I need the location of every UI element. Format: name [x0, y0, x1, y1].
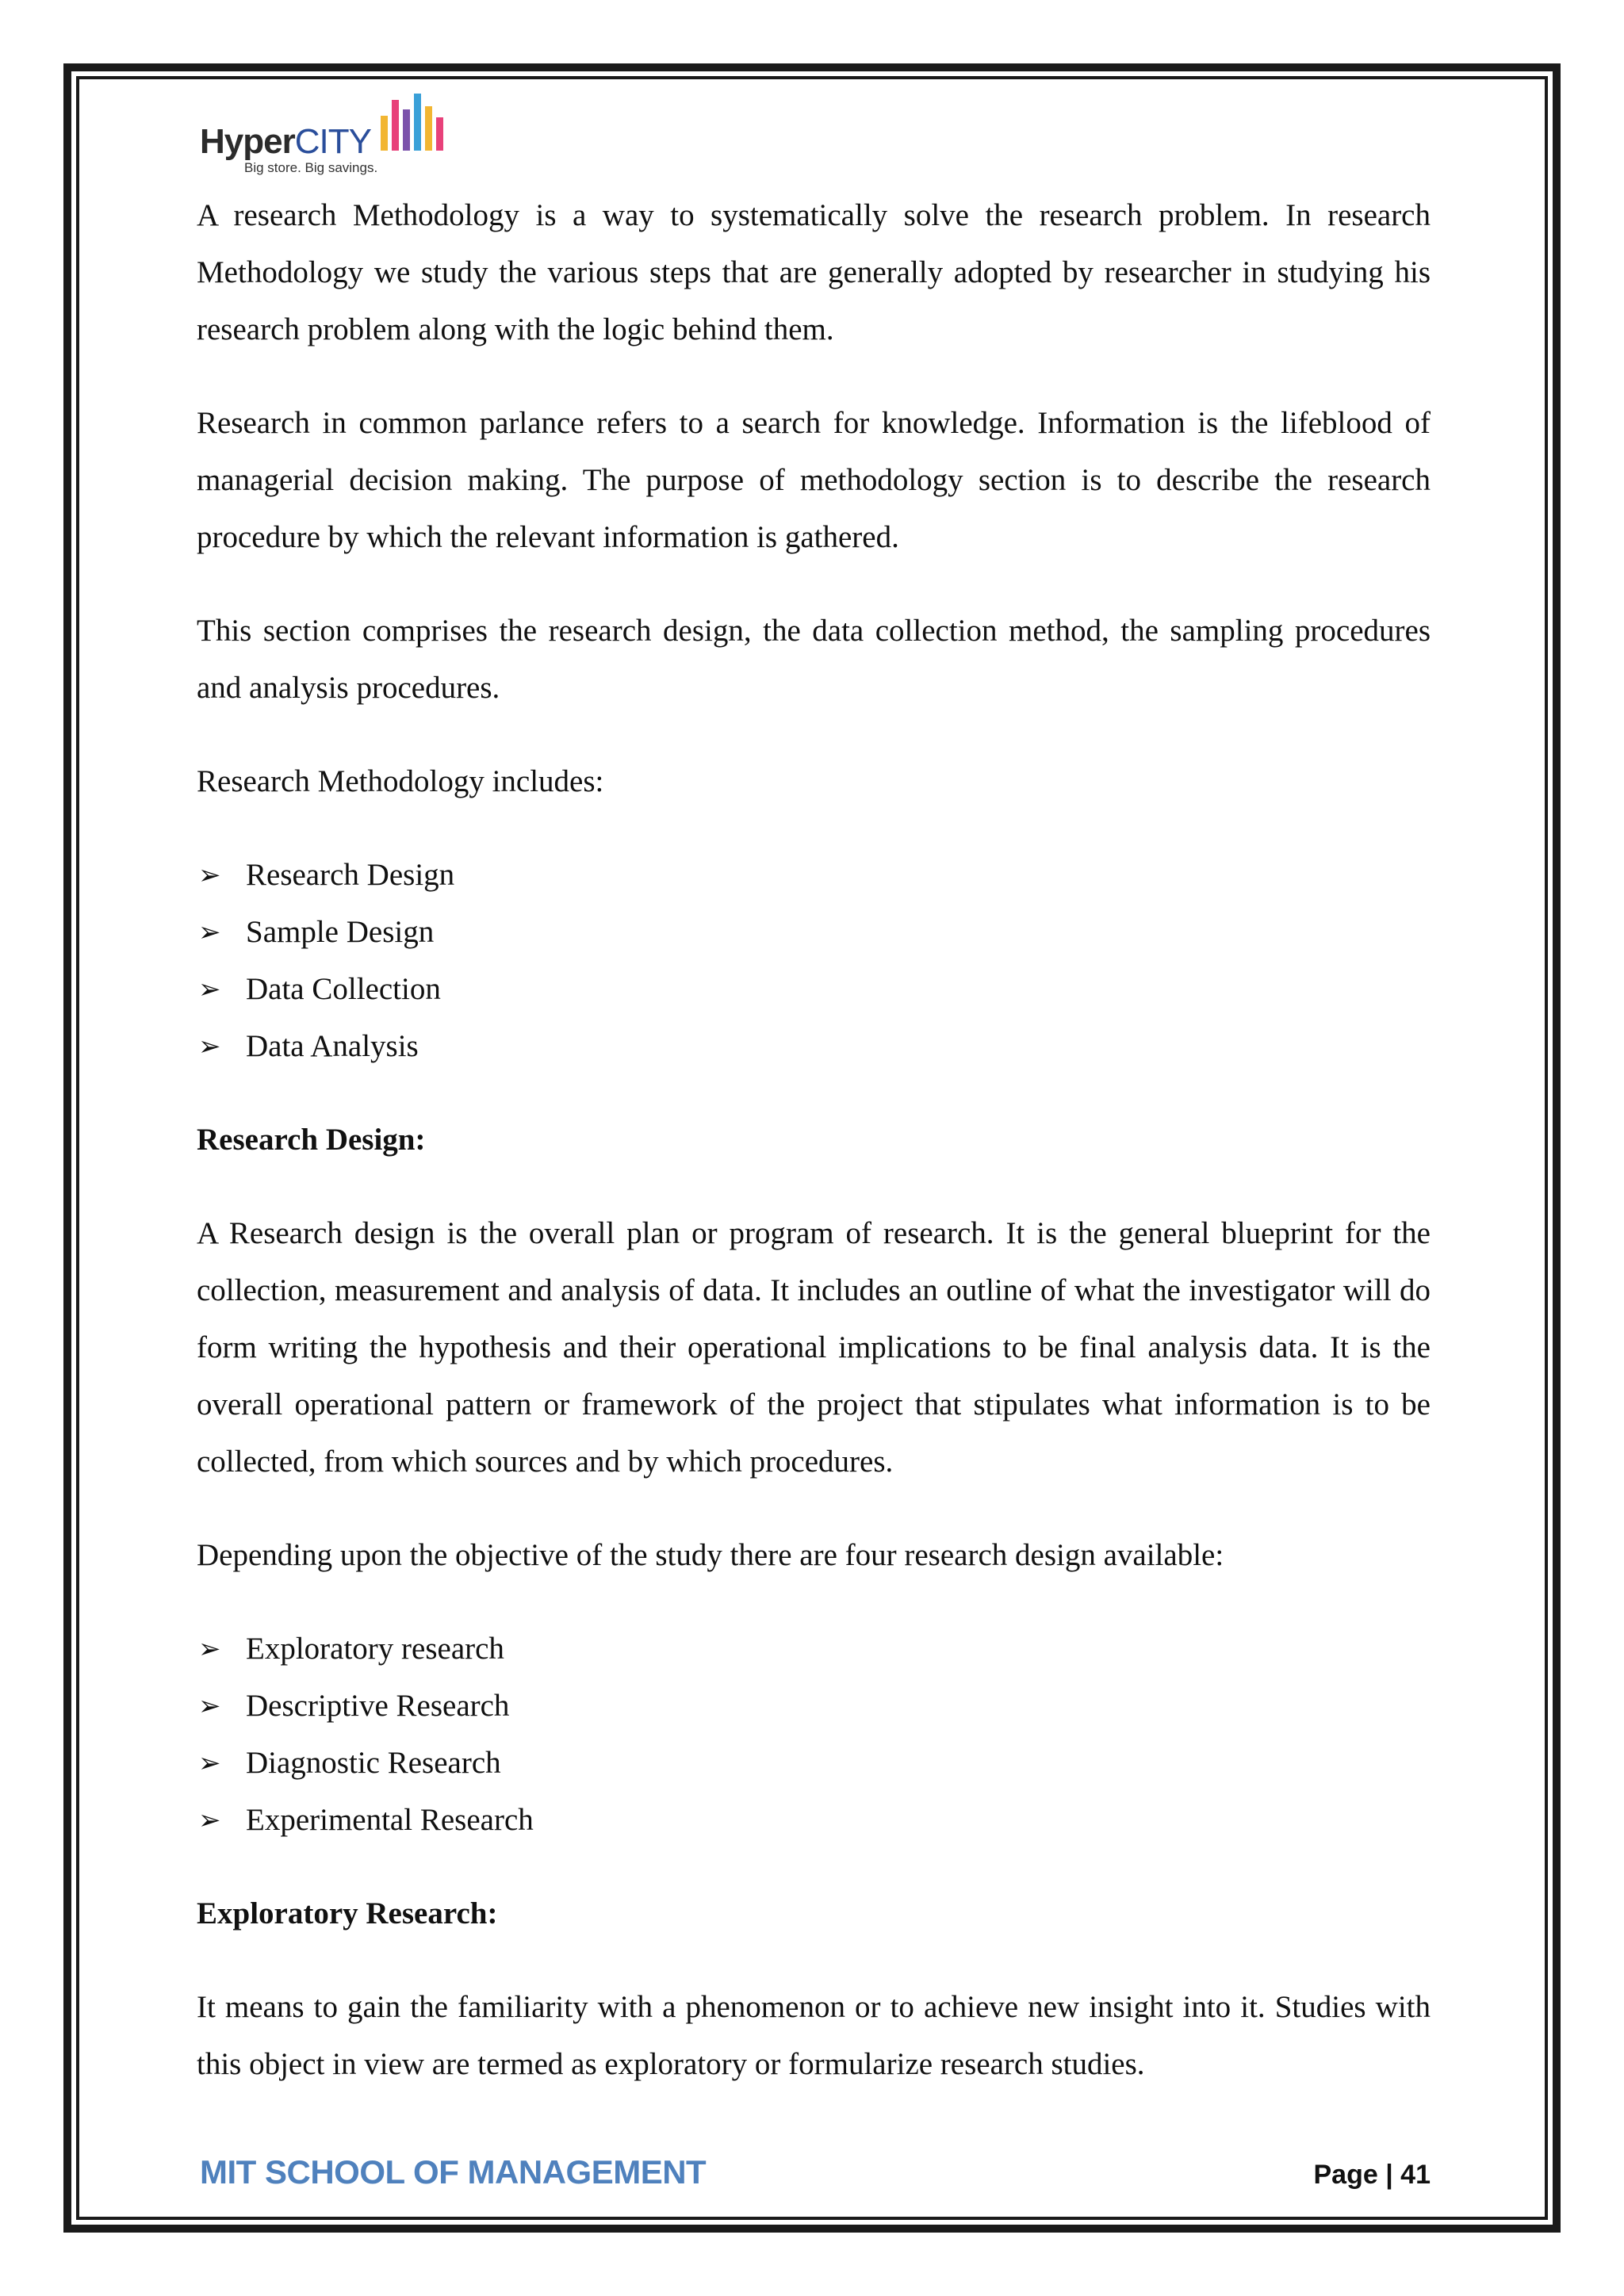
- heading-exploratory-research: Exploratory Research:: [197, 1896, 498, 1931]
- methodology-list: [197, 847, 1431, 1075]
- arrow-bullet-icon: ➢: [198, 859, 221, 891]
- logo-tagline: Big store. Big savings.: [244, 160, 378, 175]
- logo-bar: [425, 106, 432, 151]
- logo-bar: [403, 109, 410, 151]
- paragraph-parlance: Research in common parlance refers to a search for knowledge. Information is the lifeblood of managerial decision making. The purpose of methodology section is to describe the research procedure by which the relevant information is gathered.: [197, 406, 1431, 554]
- arrow-bullet-icon: ➢: [198, 1633, 221, 1665]
- logo-bar: [392, 100, 399, 151]
- paragraph-objective: Depending upon the objective of the study there are four research design available:: [197, 1538, 1224, 1572]
- logo-bar: [381, 116, 388, 151]
- footer-institution: MIT SCHOOL OF MANAGEMENT: [200, 2153, 707, 2191]
- logo-wordmark: HyperCITY: [200, 122, 371, 161]
- paragraph-intro: A research Methodology is a way to systematically solve the research problem. In research Methodology we study the various steps that are generally adopted by researcher in studying his research problem along with the logic behind them.: [197, 198, 1431, 346]
- design-types-list: [197, 1621, 1431, 1849]
- includes-label: Research Methodology includes:: [197, 764, 604, 798]
- footer-page-number: Page | 41: [1313, 2160, 1431, 2190]
- list-item: ➢ Data Collection: [197, 961, 1431, 1018]
- logo-bar: [436, 117, 443, 151]
- page-content: [197, 187, 1431, 2093]
- logo-bar: [414, 94, 421, 151]
- arrow-bullet-icon: ➢: [198, 1031, 221, 1062]
- list-item: ➢ Sample Design: [197, 904, 1431, 961]
- arrow-bullet-icon: ➢: [198, 1804, 221, 1836]
- logo-bars-icon: [379, 94, 450, 151]
- arrow-bullet-icon: ➢: [198, 974, 221, 1005]
- list-item: ➢ Descriptive Research: [197, 1678, 1431, 1735]
- hypercity-logo: [200, 94, 454, 179]
- heading-research-design: Research Design:: [197, 1123, 426, 1157]
- paragraph-section: This section comprises the research design, the data collection method, the sampling procedures and analysis procedures.: [197, 614, 1431, 705]
- list-item: ➢ Exploratory research: [197, 1621, 1431, 1678]
- list-item: ➢ Data Analysis: [197, 1018, 1431, 1075]
- arrow-bullet-icon: ➢: [198, 916, 221, 948]
- list-item: ➢ Experimental Research: [197, 1792, 1431, 1849]
- list-item: ➢ Research Design: [197, 847, 1431, 904]
- arrow-bullet-icon: ➢: [198, 1690, 221, 1722]
- paragraph-exploratory: It means to gain the familiarity with a phenomenon or to achieve new insight into it. Studies with this object in view are termed as exploratory or formularize research studies.: [197, 1990, 1431, 2081]
- paragraph-research-design: A Research design is the overall plan or program of research. It is the general blueprint for the collection, measurement and analysis of data. It includes an outline of what the investigator will do form writing the hypothesis and their operational implications to be final analysis data. It is the overall operational pattern or framework of the project that stipulates what information is to be collected, from which sources and by which procedures.: [197, 1216, 1431, 1479]
- arrow-bullet-icon: ➢: [198, 1747, 221, 1779]
- list-item: ➢ Diagnostic Research: [197, 1735, 1431, 1792]
